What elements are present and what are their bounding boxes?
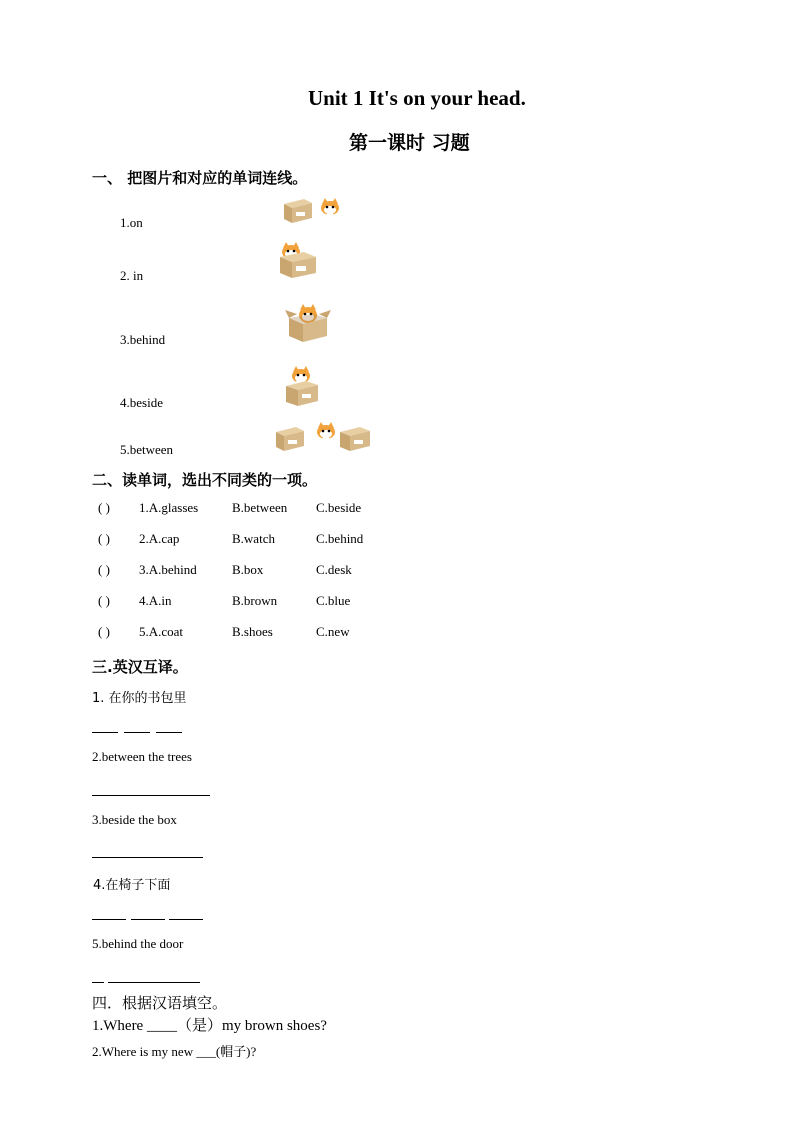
choice-row-5-b: B.shoes <box>232 624 273 639</box>
answer-blank-3 <box>92 857 203 858</box>
choice-row-3-a: 3.A.behind <box>139 562 197 577</box>
match-word-5: 5.between <box>120 442 174 457</box>
answer-blank-1c <box>156 732 182 733</box>
answer-blank-2 <box>92 795 210 796</box>
section-4-heading: 四．根据汉语填空。 <box>92 994 228 1012</box>
choice-row-5-c: C.new <box>316 624 350 639</box>
fill-question-2: 2.Where is my new ___(帽子)? <box>92 1044 257 1059</box>
choice-row-2-paren: ( ) <box>98 531 110 546</box>
choice-row-4-c: C.blue <box>316 593 351 608</box>
picture-cat-in-box <box>285 304 331 344</box>
picture-cat-beside-box <box>282 196 342 226</box>
choice-row-1-b: B.between <box>232 500 288 515</box>
choice-row-1-paren: ( ) <box>98 500 110 515</box>
answer-blank-1b <box>124 732 150 733</box>
choice-row-3-paren: ( ) <box>98 562 110 577</box>
choice-row-2-b: B.watch <box>232 531 275 546</box>
match-word-1: 1.on <box>120 215 143 230</box>
translate-item-4: 4.在椅子下面 <box>93 878 171 893</box>
picture-cat-behind-box <box>284 366 320 408</box>
choice-row-2-c: C.behind <box>316 531 364 546</box>
answer-blank-5a <box>92 982 104 983</box>
answer-blank-4a <box>92 919 126 920</box>
match-word-2: 2. in <box>120 268 144 283</box>
translate-item-5: 5.behind the door <box>92 936 184 951</box>
page-title: Unit 1 It's on your head. <box>308 86 526 110</box>
match-word-4: 4.beside <box>120 395 163 410</box>
answer-blank-5b <box>108 982 200 983</box>
choice-row-1-c: C.beside <box>316 500 362 515</box>
choice-row-5-a: 5.A.coat <box>139 624 184 639</box>
section-2-heading: 二、读单词，选出不同类的一项。 <box>92 471 318 489</box>
choice-row-3-c: C.desk <box>316 562 352 577</box>
answer-blank-1a <box>92 732 118 733</box>
choice-row-3-b: B.box <box>232 562 264 577</box>
match-word-3: 3.behind <box>120 332 166 347</box>
choice-row-5-paren: ( ) <box>98 624 110 639</box>
choice-row-2-a: 2.A.cap <box>139 531 180 546</box>
section-3-heading: 三.英汉互译。 <box>92 658 188 676</box>
answer-blank-4c <box>169 919 203 920</box>
answer-blank-4b <box>131 919 165 920</box>
translate-item-2: 2.between the trees <box>92 749 192 764</box>
section-1-heading: 一、 把图片和对应的单词连线。 <box>92 169 308 187</box>
choice-row-1-a: 1.A.glasses <box>139 500 199 515</box>
fill-question-1: 1.Where ____（是）my brown shoes? <box>92 1018 327 1034</box>
choice-row-4-b: B.brown <box>232 593 278 608</box>
choice-row-4-a: 4.A.in <box>139 593 172 608</box>
choice-row-4-paren: ( ) <box>98 593 110 608</box>
translate-item-1: 1. 在你的书包里 <box>92 691 187 706</box>
picture-cat-between-boxes <box>274 422 372 454</box>
translate-item-3: 3.beside the box <box>92 812 177 827</box>
picture-cat-on-box <box>278 242 318 280</box>
lesson-subtitle: 第一课时 习题 <box>349 132 470 154</box>
